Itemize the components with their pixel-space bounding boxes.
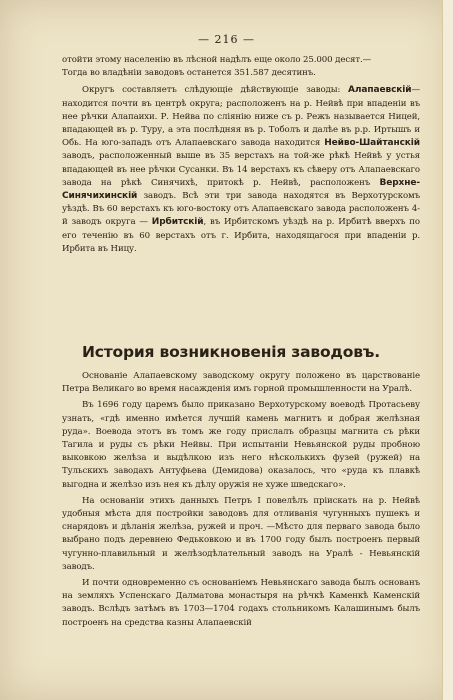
history-paragraph-3: На основаніи этихъ данныхъ Петръ I повелѣлъ пріискать на р. Нейвѣ удобныя мѣста для постройки заводовъ для отливанія чугунныхъ пушекъ и снарядовъ и дѣланія желѣза, ружей и проч. —Мѣсто для перваго завода было выбрано подъ деревнею Федьковкою и въ 1700 году былъ построенъ первый чугунно-плавильный и желѣзодѣлательный заводъ на Уралѣ - Невьянскій заводъ. bbox=[62, 495, 420, 572]
intro-line-2: Тогда во владѣніи заводовъ останется 351.587 десятинъ. bbox=[62, 68, 316, 79]
history-paragraph-1: Основаніе Алапаевскому заводскому округу положено въ царствованіе Петра Великаго во время насажденія имъ горной промышленности на Уралѣ. bbox=[62, 371, 420, 395]
okrug-text-1: Округъ составляетъ слѣдующіе дѣйствующіе заводы: bbox=[82, 85, 341, 96]
text-block-lower bbox=[62, 370, 420, 630]
irbitsky-name: Ирбитскій bbox=[151, 217, 204, 228]
verkhne-name: Верхне-Синячихинскій bbox=[62, 177, 421, 202]
okrug-text-5: , въ Ирбитскомъ уѣздѣ на р. Ирбитѣ вверхъ по его теченію въ 60 верстахъ отъ г. Ирбита, находящагося при впаденіи р. Ирбита въ Ницу. bbox=[62, 217, 420, 254]
section-heading: История возникновенія заводовъ. bbox=[82, 343, 380, 361]
okrug-text-2: — находится почти въ центрѣ округа; расположенъ на р. Нейвѣ при впаденіи въ нее рѣчки Алапаихи. Р. Нейва по сліянію ниже съ р. Режъ называется Ницей, впадающей въ р. Туру, а эта послѣдняя въ р. Тоболъ и далѣе въ р.р. Иртышъ и Обь. На юго-западъ отъ Алапаевскаго завода находится bbox=[62, 85, 421, 149]
okrug-text-3: заводъ, расположенный выше въ 35 верстахъ на той-же рѣкѣ Нейвѣ у устья впадающей въ нее рѣчки Сусанки. Въ 14 верстахъ къ сѣверу отъ Алапаевскаго завода на рѣкѣ Синячихѣ, притокѣ р. Нейвѣ, расположенъ bbox=[62, 151, 420, 188]
history-paragraph-4: И почти одновременно съ основаніемъ Невьянскаго завода былъ основанъ на земляхъ Успенскаго Далматова монастыря на рѣчкѣ Каменкѣ Каменскій заводъ. Вслѣдъ затѣмъ въ 1703—1704 годахъ стольникомъ Калашинымъ былъ построенъ на средства казны Алапаевскій bbox=[62, 578, 420, 628]
text-block-upper bbox=[62, 54, 420, 256]
page-number: — 216 — bbox=[198, 33, 255, 46]
alapaevsky-name: Алапаевскій bbox=[348, 85, 412, 96]
intro-line-1: отойти этому населенію въ лѣсной надѣлъ еще около 25.000 десят.— bbox=[62, 55, 372, 65]
okrug-paragraph bbox=[62, 84, 420, 256]
okrug-text-4: заводъ. Всѣ эти три завода находятся въ Верхотурскомъ уѣздѣ. Въ 60 верстахъ къ юго-востоку отъ Алапаевскаго завода расположенъ 4-й заводъ округа — bbox=[62, 191, 420, 228]
history-paragraph-2: Въ 1696 году царемъ было приказано Верхотурскому воеводѣ Протасьеву узнать, «гдѣ именно имѣется лучшій камень магнитъ и добрая желѣзная руда». Воевода этотъ въ томъ же году прислалъ образцы магнита съ рѣки Тагила и руды съ рѣки Нейвы. При испытаніи Невьянской руды пробною выковкою желѣза и выдѣлкою изъ него нѣсколькихъ фузей (ружей) на Тульскихъ заводахъ Антуфьева (Демидова) оказалось, что «руда къ плавкѣ выгодна и желѣзо изъ нея къ дѣлу оружія не хуже шведскаго». bbox=[62, 400, 420, 490]
neivo-name: Нейво-Шайтанскій bbox=[324, 138, 420, 149]
page-edge bbox=[442, 0, 453, 700]
